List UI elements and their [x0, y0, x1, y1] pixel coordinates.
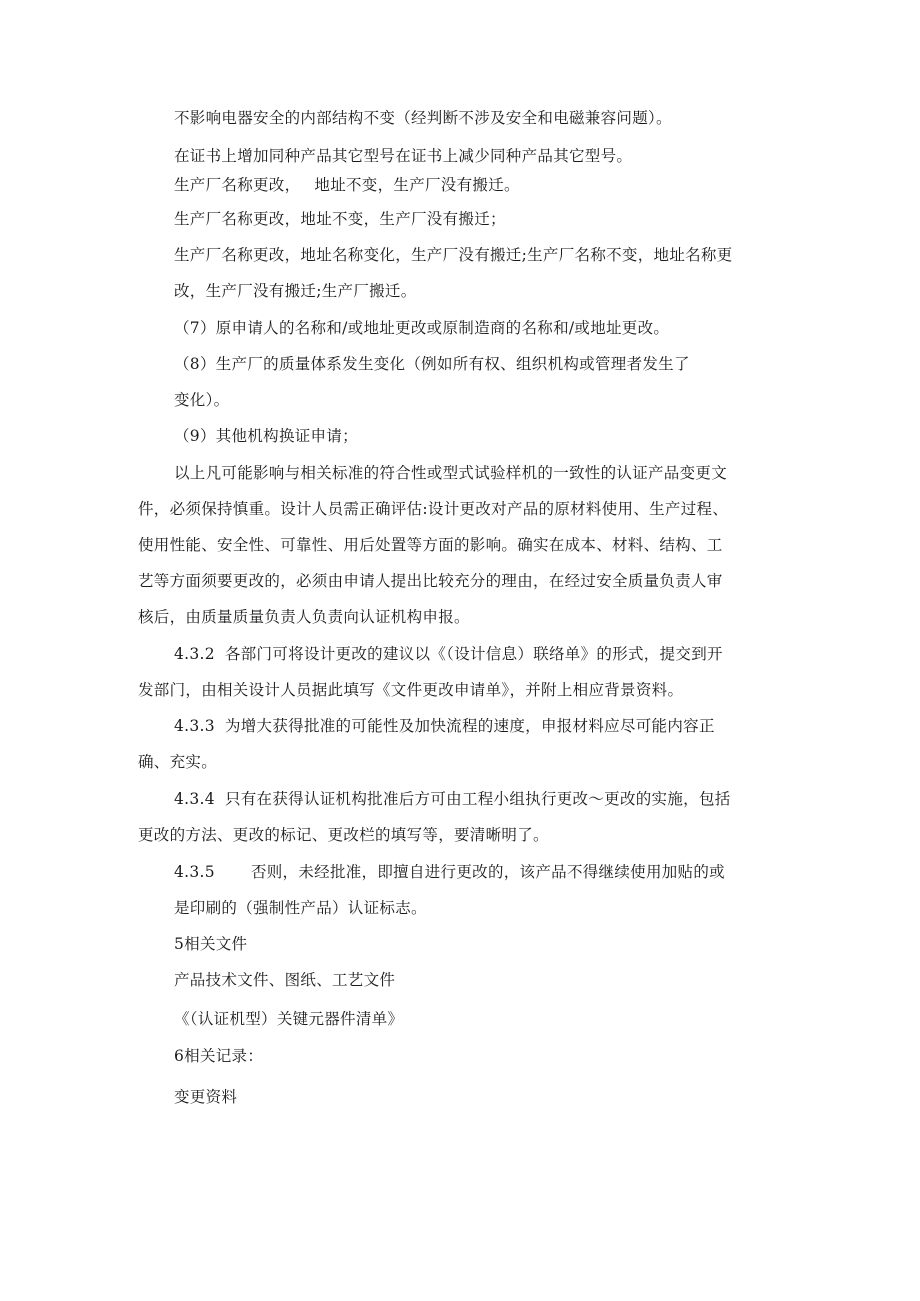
clause-4-3-2	[174, 644, 723, 664]
paragraph-line: 艺等方面须要更改的，必须由申请人提出比较充分的理由，在经过安全质量负责人审	[138, 572, 723, 590]
text-line	[174, 175, 520, 195]
clause-4-3-3	[174, 716, 715, 736]
clause-text: 否则，未经批准，即擅自进行更改的，该产品不得继续使用加贴的或	[250, 863, 725, 881]
clause-text: 只有在获得认证机构批准后方可由工程小组执行更改～更改的实施，包括	[224, 790, 731, 808]
text-line: 变更资料	[174, 1088, 238, 1106]
clause-number: 4.3.2	[174, 645, 215, 663]
section-heading-6: 6相关记录：	[174, 1047, 264, 1065]
paragraph-line: 使用性能、安全性、可靠性、用后处置等方面的影响。确实在成本、材料、结构、工	[138, 536, 723, 554]
paragraph-line: 核后，由质量质量负责人负责向认证机构申报。	[138, 608, 470, 626]
text-line: 《（认证机型）关键元器件清单》	[174, 1010, 404, 1028]
text-segment: 生产厂名称更改，	[174, 176, 301, 194]
clause-text: 各部门可将设计更改的建议以《（设计信息）联络单》的形式，提交到开	[224, 645, 723, 663]
text-line: 变化）。	[174, 391, 230, 409]
list-item-8: （8）生产厂的质量体系发生变化（例如所有权、组织机构或管理者发生了	[174, 355, 690, 373]
paragraph-line: 确、充实。	[138, 753, 218, 771]
text-line: 生产厂名称更改，地址名称变化，生产厂没有搬迁;生产厂名称不变，地址名称更	[174, 246, 733, 264]
text-line: 不影响电器安全的内部结构不变（经判断不涉及安全和电磁兼容问题）。	[174, 109, 672, 127]
clause-number: 4.3.4	[174, 790, 215, 808]
paragraph-line: 件，必须保持慎重。设计人员需正确评估:设计更改对产品的原材料使用、生产过程、	[138, 500, 729, 518]
clause-4-3-5	[174, 862, 725, 882]
list-item-9: （9）其他机构换证申请；	[174, 427, 358, 445]
clause-number: 4.3.5	[174, 863, 215, 881]
section-heading-5: 5相关文件	[174, 935, 248, 953]
paragraph-line: 更改的方法、更改的标记、更改栏的填写等，要清晰明了。	[138, 826, 549, 844]
paragraph-line: 以上凡可能影响与相关标准的符合性或型式试验样机的一致性的认证产品变更文	[174, 464, 728, 482]
text-segment: 地址不变，生产厂没有搬迁。	[314, 176, 520, 194]
text-line: 改，生产厂没有搬迁;生产厂搬迁。	[174, 282, 417, 300]
paragraph-line: 发部门，由相关设计人员据此填写《文件更改申请单》，并附上相应背景资料。	[138, 681, 684, 699]
list-item-7: （7）原申请人的名称和/或地址更改或原制造商的名称和/或地址更改。	[174, 319, 670, 337]
clause-number: 4.3.3	[174, 717, 215, 735]
text-line: 是印刷的（强制性产品）认证标志。	[174, 899, 427, 917]
clause-4-3-4	[174, 789, 731, 809]
text-line: 产品技术文件、图纸、工艺文件	[174, 971, 396, 989]
text-line: 在证书上增加同种产品其它型号在证书上减少同种产品其它型号。	[174, 147, 633, 165]
clause-text: 为增大获得批准的可能性及加快流程的速度，申报材料应尽可能内容正	[224, 717, 715, 735]
text-line: 生产厂名称更改，地址不变，生产厂没有搬迁；	[174, 210, 506, 228]
